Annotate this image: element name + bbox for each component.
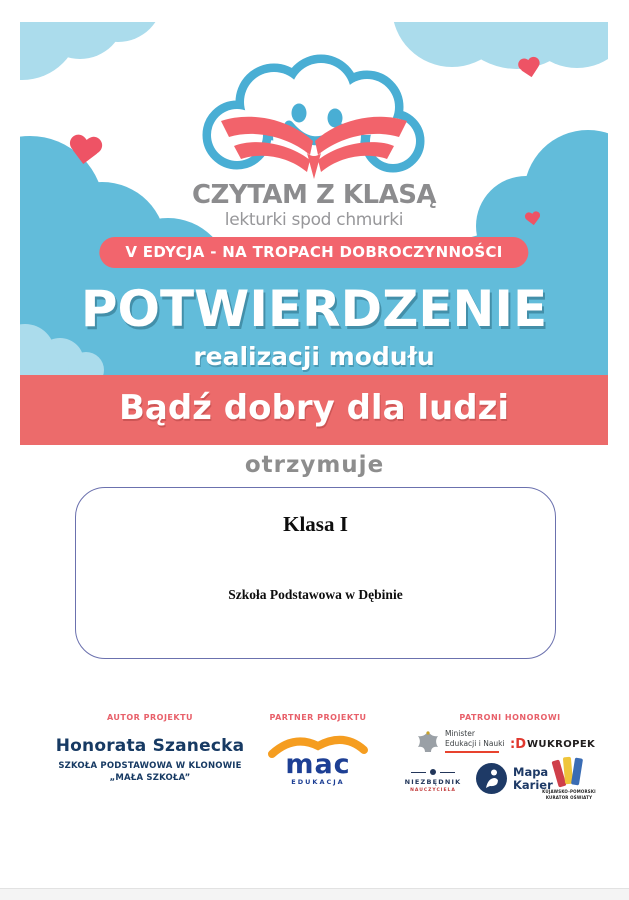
recipient-class-name: Klasa I [283, 512, 348, 536]
partner-label: PARTNER PROJEKTU [269, 713, 367, 722]
edition-banner: V EDYCJA - NA TROPACH DOBROCZYNNOŚCI [99, 237, 528, 268]
author-label: AUTOR PROJEKTU [106, 713, 194, 722]
minister-line2: Edukacji i Nauki [445, 738, 505, 748]
mac-logo-word: mac [285, 749, 351, 780]
mapa-karier-pin-icon [476, 763, 507, 794]
author-name: Honorata Szanecka [55, 736, 245, 756]
wukropek-logo [510, 737, 595, 752]
niezbednik-sub: NAUCZYCIELA [410, 788, 456, 793]
logo-subtitle: lekturki spod chmurki [224, 210, 404, 230]
minister-underline [445, 751, 499, 753]
wukropek-colon-d: :D [510, 737, 526, 752]
certificate-title: POTWIERDZENIE [80, 280, 548, 338]
logo-title: CZYTAM Z KLASĄ [191, 180, 437, 210]
footer-partner-column [256, 713, 380, 786]
niezbednik-name: NIEZBĘDNIK [404, 778, 462, 786]
heart-icon [516, 56, 543, 81]
mac-logo-sub: EDUKACJA [291, 778, 345, 786]
kurator-stripes-icon [552, 757, 586, 787]
wukropek-name: WUKROPEK [527, 739, 596, 750]
kurator-line2: KURATOR OŚWIATY [545, 794, 593, 800]
mapa-karier-line1: Mapa [513, 764, 549, 779]
minister-logo [416, 729, 505, 757]
kurator-logo [538, 757, 600, 800]
mapa-karier-line2: Karier [513, 777, 553, 792]
recipient-box [75, 487, 556, 659]
receives-label: otrzymuje [244, 452, 385, 478]
footer-patrons-column [398, 713, 622, 808]
header-artwork [20, 22, 608, 445]
author-school-line2: „MAŁA SZKOŁA” [109, 773, 191, 783]
kurator-line1: KUJAWSKO-POMORSKI [542, 789, 596, 794]
niezbednik-logo [398, 769, 468, 793]
heart-icon [66, 134, 104, 169]
minister-line1: Minister [445, 729, 475, 738]
eagle-icon [416, 729, 440, 757]
author-school-line1: SZKOŁA PODSTAWOWA W KLONOWIE [58, 761, 242, 771]
patrons-label: PATRONI HONOROWI [459, 713, 561, 722]
recipient-school-name: Szkoła Podstawowa w Dębinie [228, 587, 403, 602]
certificate-subtitle: realizacji modułu [193, 342, 435, 371]
niezbednik-divider [398, 769, 468, 775]
viewer-bottom-strip [0, 888, 629, 900]
module-name: Bądź dobry dla ludzi [118, 388, 510, 428]
footer-author-column [52, 713, 248, 784]
